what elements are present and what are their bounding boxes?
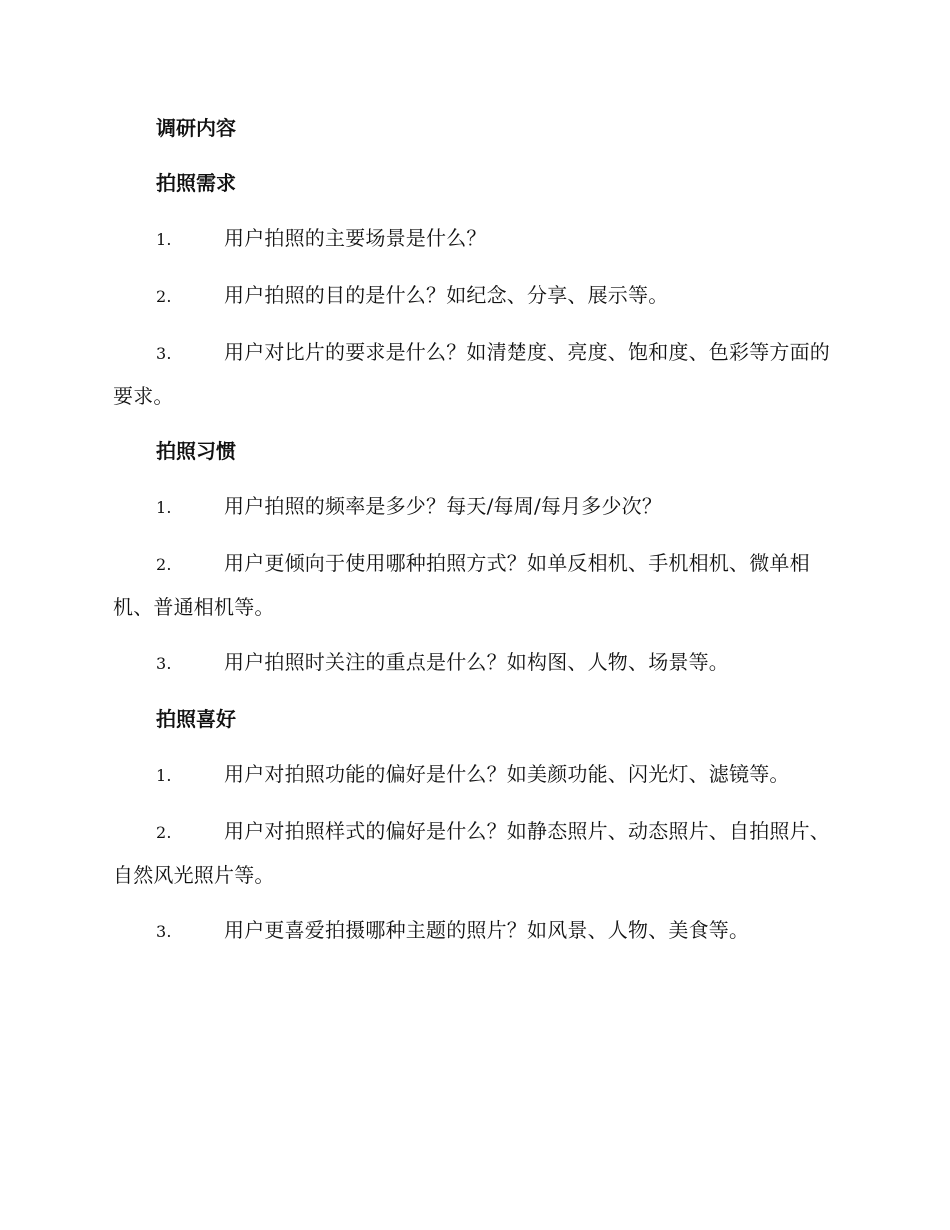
list-item <box>113 753 837 797</box>
document-title: 调研内容 <box>156 116 236 140</box>
list-item <box>113 485 837 529</box>
list-item-number: 1. <box>156 498 172 517</box>
list-item <box>113 641 837 685</box>
list-item-number: 3. <box>156 654 172 673</box>
list-item-text: 用户更喜爱拍摄哪种主题的照片？如风景、人物、美食等。 <box>224 918 750 942</box>
list-item-text: 用户对拍照样式的偏好是什么？如静态照片、动态照片、自拍照片、自然风光照片等。 <box>113 819 830 887</box>
list-item-text: 用户拍照的频率是多少？每天/每周/每月多少次？ <box>224 494 663 518</box>
section-heading-shooting-preferences: 拍照喜好 <box>156 707 236 731</box>
list-item-text: 用户对比片的要求是什么？如清楚度、亮度、饱和度、色彩等方面的要求。 <box>113 340 830 408</box>
list-item-number: 2. <box>156 287 172 306</box>
list-item-number: 2. <box>156 823 172 842</box>
list-item <box>113 217 837 261</box>
list-item <box>113 810 837 896</box>
list-item <box>113 331 837 417</box>
section-heading-shooting-needs: 拍照需求 <box>156 171 236 195</box>
list-item-number: 1. <box>156 766 172 785</box>
list-item-text: 用户拍照的目的是什么？如纪念、分享、展示等。 <box>224 283 669 307</box>
list-item-text: 用户更倾向于使用哪种拍照方式？如单反相机、手机相机、微单相机、普通相机等。 <box>113 551 810 619</box>
list-item-number: 3. <box>156 344 172 363</box>
list-item-text: 用户拍照时关注的重点是什么？如构图、人物、场景等。 <box>224 650 729 674</box>
list-item-number: 2. <box>156 555 172 574</box>
list-item-text: 用户拍照的主要场景是什么？ <box>224 226 487 250</box>
list-item <box>113 542 837 628</box>
list-item-text: 用户对拍照功能的偏好是什么？如美颜功能、闪光灯、滤镜等。 <box>224 762 790 786</box>
list-item-number: 1. <box>156 230 172 249</box>
list-item <box>113 909 837 953</box>
document-body <box>113 107 837 966</box>
section-heading-shooting-habits: 拍照习惯 <box>156 439 236 463</box>
list-item-number: 3. <box>156 922 172 941</box>
list-item <box>113 274 837 318</box>
